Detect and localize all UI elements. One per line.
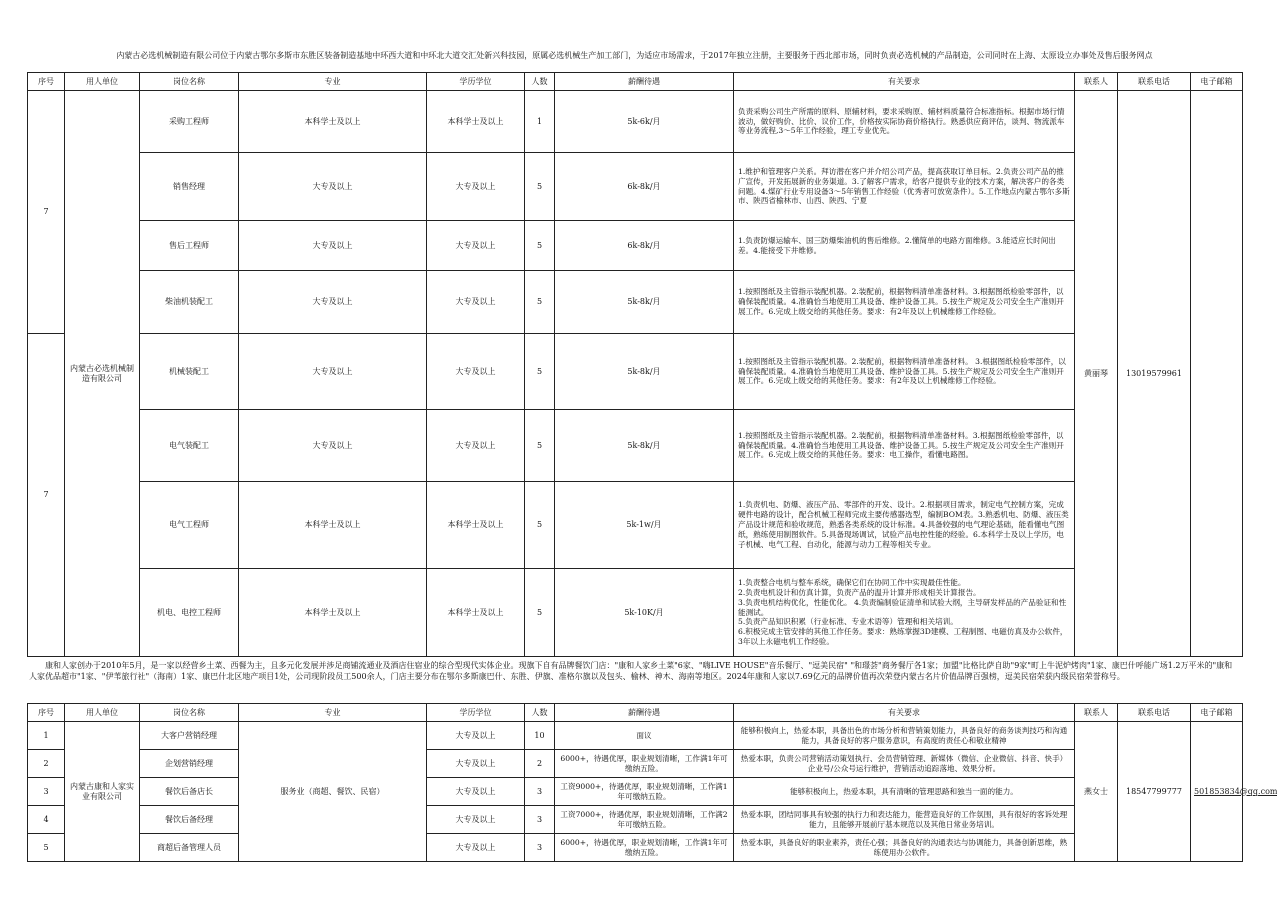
position-cell: 采购工程师: [140, 91, 239, 153]
table-row: [28, 410, 1243, 482]
salary-cell: 面议: [555, 722, 734, 750]
table-row: [28, 750, 1243, 778]
email-cell: [1191, 91, 1243, 657]
seq-cell: 7: [28, 334, 65, 657]
header-major: 专业: [239, 704, 427, 722]
major-cell: 大专及以上: [239, 221, 427, 271]
requirements-cell: 能够积极向上，热爱本职，具备出色的市场分析和营销策划能力，具备良好的商务谈判技巧和沟通能力，具备良好的客户服务意识，有高度的责任心和敬业精神: [734, 722, 1075, 750]
salary-cell: 5k-8k/月: [555, 410, 734, 482]
header-degree: 学历学位: [427, 704, 525, 722]
degree-cell: 大专及以上: [427, 834, 525, 862]
count-cell: 10: [525, 722, 555, 750]
position-cell: 企划营销经理: [140, 750, 239, 778]
salary-cell: 5k-8k/月: [555, 271, 734, 334]
header-requirements: 有关要求: [734, 704, 1075, 722]
degree-cell: 大专及以上: [427, 778, 525, 806]
phone-cell: 13019579961: [1118, 91, 1191, 657]
table-row: [28, 482, 1243, 569]
degree-cell: 大专及以上: [427, 271, 525, 334]
table-header-row: [28, 704, 1243, 722]
no-cell: 1: [28, 722, 65, 750]
degree-cell: 大专及以上: [427, 334, 525, 410]
count-cell: 5: [525, 334, 555, 410]
requirements-cell: 1.按照图纸及主管指示装配机器。2.装配前，根据物料清单准备材料。3.根据图纸检验零部件，以确保装配质量。4.准确恰当地使用工具设备、维护设备工具。5.按生产规定及公司安全生产准则开展工作。6.完成上级交给的其他任务。要求：有2年及以上机械维修工作经验。: [734, 271, 1075, 334]
position-cell: 电气装配工: [140, 410, 239, 482]
position-cell: 商超后备管理人员: [140, 834, 239, 862]
salary-cell: 6k-8k/月: [555, 221, 734, 271]
email-link[interactable]: 501853834@qq.com: [1191, 722, 1243, 862]
count-cell: 3: [525, 778, 555, 806]
position-cell: 销售经理: [140, 153, 239, 221]
degree-cell: 本科学士及以上: [427, 569, 525, 657]
requirements-cell: 负责采购公司生产所需的原料、原辅材料，要求采购原、辅材料质量符合标准指标。根据市场行情波动，做好购价、比价、议价工作，价格按实际协商价格执行。熟悉供应商评估，谈判、物流派车等业务流程,3～5年工作经验，理工专业优先。: [734, 91, 1075, 153]
major-cell: 大专及以上: [239, 153, 427, 221]
count-cell: 5: [525, 569, 555, 657]
unit-cell: 内蒙古必选机械制造有限公司: [65, 91, 140, 657]
phone-cell: 18547799777: [1118, 722, 1191, 862]
table-row: [28, 221, 1243, 271]
requirements-cell: 1.负责防爆运输车、国三防爆柴油机的售后维修。2.懂简单的电路方面维修。3.能适应长时间出差。4.能接受下井维修。: [734, 221, 1075, 271]
salary-cell: 工资7000+，待遇优厚，职业规划清晰，工作满2年可缴纳五险。: [555, 806, 734, 834]
position-cell: 餐饮后备经理: [140, 806, 239, 834]
contact-cell: 黄丽琴: [1075, 91, 1118, 657]
job-table-2: [27, 703, 1277, 862]
header-contact: 联系人: [1075, 73, 1118, 91]
header-no: 序号: [28, 704, 65, 722]
salary-cell: 5k-8k/月: [555, 334, 734, 410]
header-position: 岗位名称: [140, 73, 239, 91]
table-row: [28, 722, 1243, 750]
header-salary: 薪酬待遇: [555, 73, 734, 91]
company-intro-2: 康和人家创办于2010年5月，是一家以经营乡土菜、西餐为主，且多元化发展并涉足商铺流通业及酒店住宿业的综合型现代实体企业。现旗下自有品牌餐饮门店："康和人家乡土菜"6家、"嗨LIVE HOUSE"音乐餐厅、"逗美民宿" "和璟荟"商务餐厅各1家；加盟"比格比萨自助"9家"町上牛泥炉烤肉"1家、康巴什呼能广场1.2万平米的"康和人家优品超市"1家、"伊苇旅行社"（海南）1家、康巴什北区地产项目1处，公司现阶段员工500余人，门店主要分布在鄂尔多斯康巴什、东胜、伊旗、准格尔旗以及包头、榆林、神木、海南等地区。2024年康和人家以7.69亿元的品牌价值再次荣登内蒙古名片价值品牌百强榜，逗美民宿荣获内级民宿荣誉称号。: [29, 661, 1233, 681]
position-cell: 售后工程师: [140, 221, 239, 271]
header-no: 序号: [28, 73, 65, 91]
company-intro-1: 内蒙古必选机械制造有限公司位于内蒙古鄂尔多斯市东胜区装备制造基地中环西大道和中环北大道交汇处新兴科技园，原属必选机械生产加工部门，为适应市场需求，于2017年独立注册，主要服务于西北部市场，同时负责必选机械的产品制造，公司同时在上海、太原设立办事处及售后服务网点: [116, 51, 1153, 60]
major-cell: 大专及以上: [239, 334, 427, 410]
seq-cell: 7: [28, 91, 65, 334]
salary-cell: 6000+，待遇优厚，职业规划清晰，工作满1年可缴纳五险。: [555, 750, 734, 778]
requirements-cell: 能够积极向上，热爱本职，具有清晰的管理思路和独当一面的能力。: [734, 778, 1075, 806]
header-unit: 用人单位: [65, 704, 140, 722]
header-count: 人数: [525, 73, 555, 91]
table-row: [28, 806, 1243, 834]
major-cell: 服务业（商超、餐饮、民宿）: [239, 722, 427, 862]
degree-cell: 大专及以上: [427, 722, 525, 750]
header-unit: 用人单位: [65, 73, 140, 91]
requirements-cell: 1.按照图纸及主管指示装配机器。2.装配前，根据物料清单准备材料。3.根据图纸检验零部件，以确保装配质量。4.准确恰当地使用工具设备、维护设备工具。5.按生产规定及公司安全生产准则开展工作。6.完成上级交给的其他任务。要求：电工操作，看懂电路图。: [734, 410, 1075, 482]
unit-cell: 内蒙古康和人家实业有限公司: [65, 722, 140, 862]
position-cell: 大客户营销经理: [140, 722, 239, 750]
major-cell: 大专及以上: [239, 271, 427, 334]
count-cell: 3: [525, 834, 555, 862]
salary-cell: 5k-6k/月: [555, 91, 734, 153]
position-cell: 电气工程师: [140, 482, 239, 569]
table-row: [28, 569, 1243, 657]
header-email: 电子邮箱: [1191, 73, 1243, 91]
degree-cell: 本科学士及以上: [427, 91, 525, 153]
count-cell: 5: [525, 153, 555, 221]
no-cell: 4: [28, 806, 65, 834]
degree-cell: 本科学士及以上: [427, 482, 525, 569]
count-cell: 2: [525, 750, 555, 778]
salary-cell: 工资9000+，待遇优厚，职业规划清晰，工作满1年可缴纳五险。: [555, 778, 734, 806]
header-degree: 学历学位: [427, 73, 525, 91]
header-position: 岗位名称: [140, 704, 239, 722]
contact-cell: 燕女士: [1075, 722, 1118, 862]
requirements-cell: 热爱本职，负责公司营销活动策划执行、会员营销管理、新媒体（微信、企业微信、抖音、快手）企业号/公众号运行维护，营销活动追踪落地、效果分析。: [734, 750, 1075, 778]
major-cell: 本科学士及以上: [239, 569, 427, 657]
table-row: [28, 778, 1243, 806]
major-cell: 本科学士及以上: [239, 91, 427, 153]
header-contact: 联系人: [1075, 704, 1118, 722]
count-cell: 5: [525, 221, 555, 271]
count-cell: 5: [525, 271, 555, 334]
table-header-row: [28, 73, 1243, 91]
degree-cell: 大专及以上: [427, 806, 525, 834]
header-major: 专业: [239, 73, 427, 91]
position-cell: 柴油机装配工: [140, 271, 239, 334]
requirements-cell: 1.负责机电、防爆、液压产品、零部件的开发、设计。2.根据项目需求，制定电气控制方案，完成硬件电路的设计，配合机械工程师完成主要传感器选型，编制BOM表。3.熟悉机电、防爆、液压类产品设计规范和验收规范，熟悉各类系统的设计标准。4.具备较强的电气理论基础，能看懂电气图纸，熟练使用制图软件。5.具备现场调试，试验产品电控性能的经验。6.本科学士及以上学历，电子机械、电气工程、自动化，能源与动力工程等相关专业。: [734, 482, 1075, 569]
table-row: [28, 153, 1243, 221]
table-row: [28, 271, 1243, 334]
table-row: [28, 91, 1243, 153]
salary-cell: 5k-1w/月: [555, 482, 734, 569]
position-cell: 机械装配工: [140, 334, 239, 410]
count-cell: 5: [525, 410, 555, 482]
requirements-cell: 1.维护和管理客户关系。拜访潜在客户并介绍公司产品，提高获取订单目标。2.负责公司产品的推广宣传，开发拓展新的业务渠道。3.了解客户需求，给客户提供专业的技术方案，解决客户的各类问题。4.煤矿行业专用设备3～5年销售工作经验（优秀者可放宽条件）。5.工作地点内蒙古鄂尔多斯市、陕西省榆林市、山西、陕西、宁夏: [734, 153, 1075, 221]
degree-cell: 大专及以上: [427, 750, 525, 778]
header-count: 人数: [525, 704, 555, 722]
table-row: [28, 334, 1243, 410]
header-phone: 联系电话: [1118, 73, 1191, 91]
position-cell: 餐饮后备店长: [140, 778, 239, 806]
requirements-cell: 热爱本职，团结同事具有较强的执行力和表达能力，能营造良好的工作氛围，具有很好的客诉处理能力，且能够开展前厅基本规范以及其他日常业务培训。: [734, 806, 1075, 834]
table-row: [28, 834, 1243, 862]
no-cell: 5: [28, 834, 65, 862]
no-cell: 3: [28, 778, 65, 806]
degree-cell: 大专及以上: [427, 410, 525, 482]
requirements-cell: 1.负责整合电机与整车系统，确保它们在协同工作中实现最佳性能。 2.负责电机设计和仿真计算，负责产品的温升计算并形成相关计算报告。 3.负责电机结构优化，性能优化。 4.负责编制验证清单和试验大纲，主导研发样品的产品验证和性能测试。 5.负责产品知识积累（行业标准、专业术语等）管理和相关培训。 6.积极完成主管安排的其他工作任务。要求：熟练掌握3D建模、工程制图、电磁仿真及办公软件，3年以上永磁电机工作经验。: [734, 569, 1075, 657]
salary-cell: 5k-10K/月: [555, 569, 734, 657]
header-salary: 薪酬待遇: [555, 704, 734, 722]
job-table-1: [27, 72, 1243, 657]
degree-cell: 大专及以上: [427, 153, 525, 221]
major-cell: 大专及以上: [239, 410, 427, 482]
degree-cell: 大专及以上: [427, 221, 525, 271]
salary-cell: 6k-8k/月: [555, 153, 734, 221]
header-email: 电子邮箱: [1191, 704, 1243, 722]
count-cell: 1: [525, 91, 555, 153]
position-cell: 机电、电控工程师: [140, 569, 239, 657]
no-cell: 2: [28, 750, 65, 778]
header-requirements: 有关要求: [734, 73, 1075, 91]
header-phone: 联系电话: [1118, 704, 1191, 722]
requirements-cell: 热爱本职，具备良好的职业素养，责任心强；具备良好的沟通表达与协调能力，具备创新思维，熟练使用办公软件。: [734, 834, 1075, 862]
count-cell: 3: [525, 806, 555, 834]
major-cell: 本科学士及以上: [239, 482, 427, 569]
count-cell: 5: [525, 482, 555, 569]
salary-cell: 6000+，待遇优厚，职业规划清晰，工作满1年可缴纳五险。: [555, 834, 734, 862]
requirements-cell: 1.按照图纸及主管指示装配机器。2.装配前，根据物料清单准备材料。 3.根据图纸检验零部件，以确保装配质量。4.准确恰当地使用工具设备、维护设备工具。5.按生产规定及公司安全生产准则开展工作。6.完成上级交给的其他任务。要求：有2年及以上机械维修工作经验。: [734, 334, 1075, 410]
